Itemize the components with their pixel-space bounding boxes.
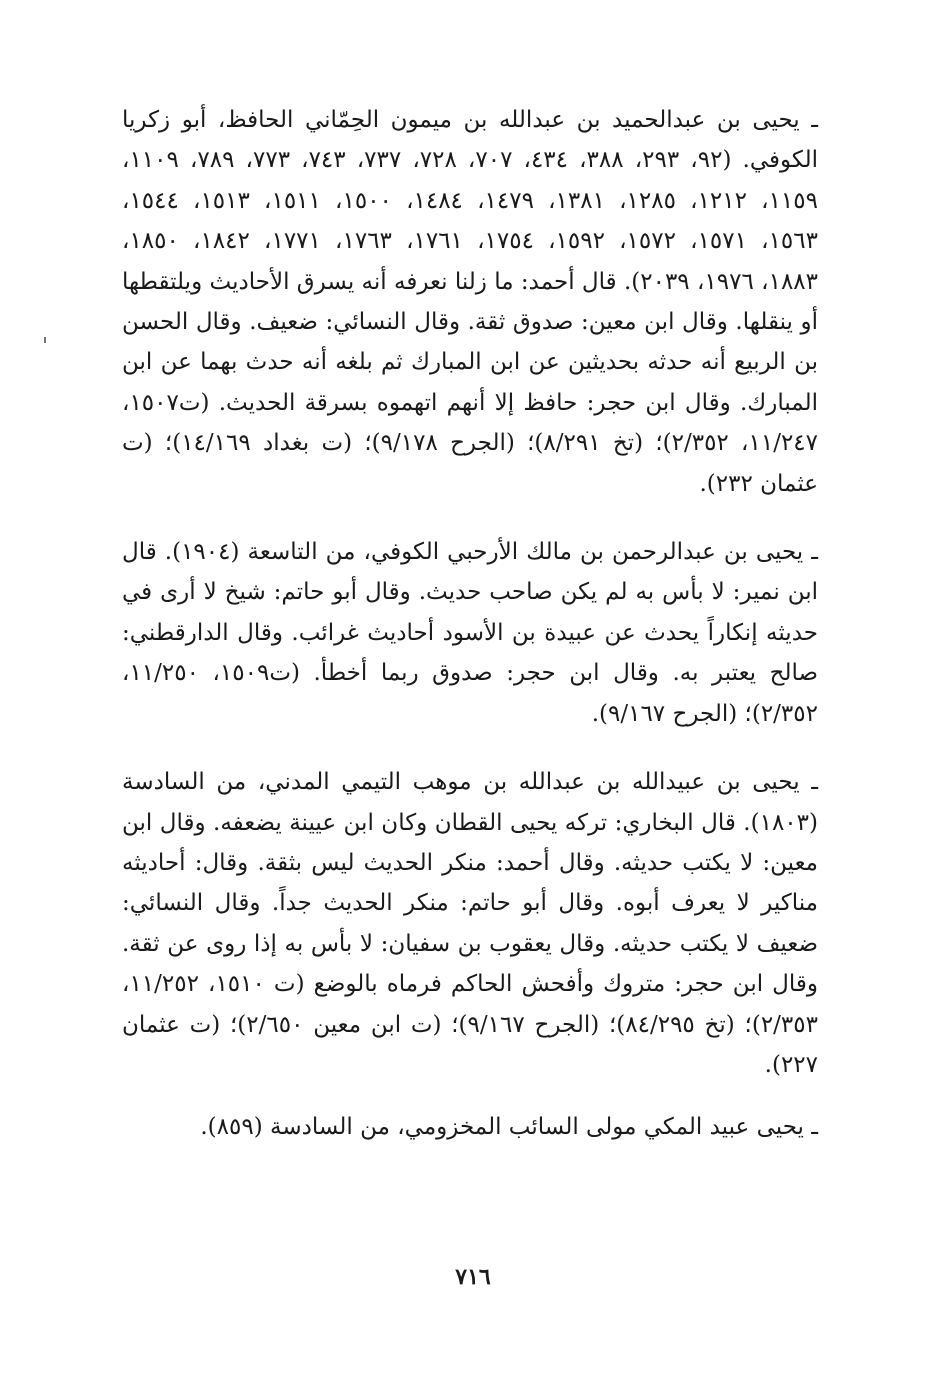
margin-mark [44, 337, 46, 343]
narrator-entry-yahya-makki: ـ يحيى عبيد المكي مولى السائب المخزومي، من السادسة (٨٥٩). [200, 1114, 818, 1141]
narrator-entry-yahya-arhabi: ـ يحيى بن عبدالرحمن بن مالك الأرحبي الكوفي، من التاسعة (١٩٠٤). قال ابن نمير: لا بأس به لم يكن صاحب حديث. وقال أبو حاتم: شيخ لا أرى في حديثه إنكاراً يحدث عن عبيدة بن الأسود أحاديث غرائب. وقال الدارقطني: صالح يعتبر به. وقال ابن حجر: صدوق ربما أخطأ. (ت١٥٠٩، ١١/٢٥٠، ٢/٣٥٢)؛ (الجرح ٩/١٦٧). [122, 539, 819, 727]
document-page [122, 100, 818, 1176]
narrator-entry-yahya-hammani: ـ يحيى بن عبدالحميد بن عبدالله بن ميمون الحِمّاني الحافظ، أبو زكريا الكوفي. (٩٢، ٢٩٣، ٣٨٨، ٤٣٤، ٧٠٧، ٧٢٨، ٧٣٧، ٧٤٣، ٧٧٣، ٧٨٩، ١١٠٩، ١١٥٩، ١٢١٢، ١٢٨٥، ١٣٨١، ١٤٧٩، ١٤٨٤، ١٥٠٠، ١٥١١، ١٥١٣، ١٥٤٤، ١٥٦٣، ١٥٧١، ١٥٧٢، ١٥٩٢، ١٧٥٤، ١٧٦١، ١٧٦٣، ١٧٧١، ١٨٤٢، ١٨٥٠، ١٨٨٣، ١٩٧٦، ٢٠٣٩). قال أحمد: ما زلنا نعرفه أنه يسرق الأحاديث ويلتقطها أو ينقلها. وقال ابن معين: صدوق ثقة. وقال النسائي: ضعيف. وقال الحسن بن الربيع أنه حدثه بحديثين عن ابن المبارك ثم بلغه أنه حدث بهما عن ابن المبارك. وقال ابن حجر: حافظ إلا أنهم اتهموه بسرقة الحديث. (ت١٥٠٧، ١١/٢٤٧، ٢/٣٥٢)؛ (تخ ٨/٢٩١)؛ (الجرح ٩/١٧٨)؛ (ت بغداد ١٤/١٦٩)؛ (ت عثمان ٢٣٢). [122, 107, 819, 497]
narrator-entry-yahya-taymi: ـ يحيى بن عبيدالله بن عبدالله بن موهب التيمي المدني، من السادسة (١٨٠٣). قال البخاري: تركه يحيى القطان وكان ابن عيينة يضعفه. وقال ابن معين: لا يكتب حديثه. وقال أحمد: منكر الحديث ليس بثقة. وقال: أحاديثه مناكير لا يعرف أبوه. وقال أبو حاتم: منكر الحديث جداً. وقال النسائي: ضعيف لا يكتب حديثه. وقال يعقوب بن سفيان: لا بأس به إذا روى عن ثقة. وقال ابن حجر: متروك وأفحش الحاكم فرماه بالوضع (ت ١٥١٠، ١١/٢٥٢، ٢/٣٥٣)؛ (تخ ٨٤/٢٩٥)؛ (الجرح ٩/١٦٧)؛ (ت ابن معين ٢/٦٥٠)؛ (ت عثمان ٢٢٧). [122, 769, 818, 1078]
page-number: ٧١٦ [455, 1264, 491, 1290]
